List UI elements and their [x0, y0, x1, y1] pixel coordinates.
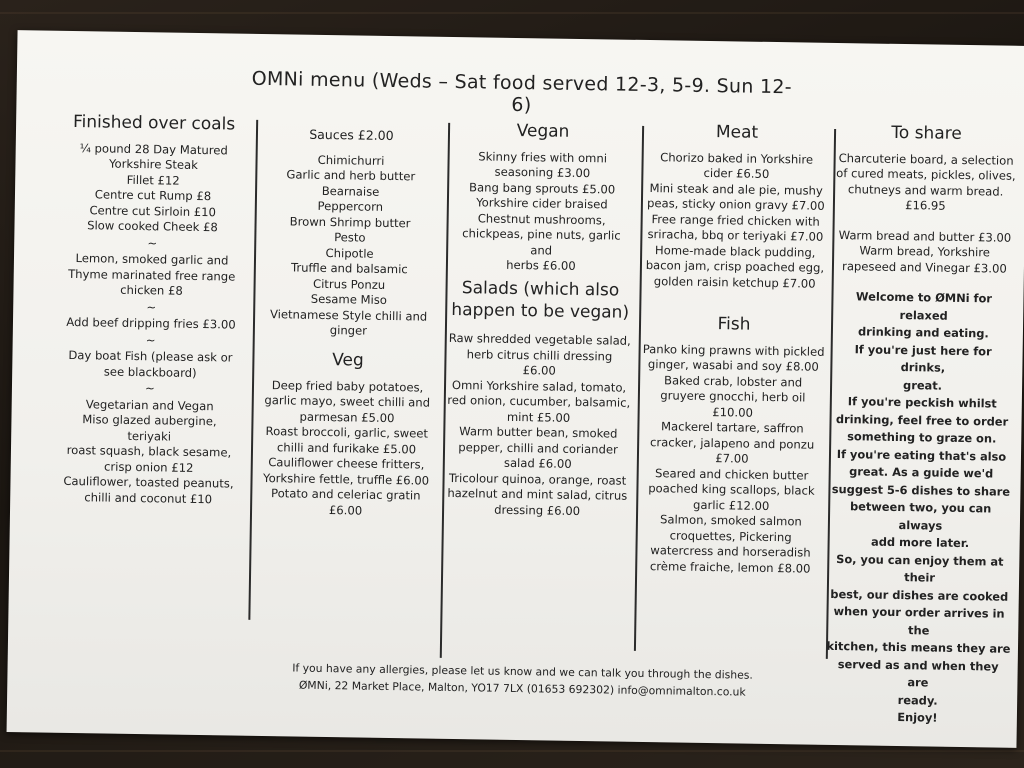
menu-line: of cured meats, pickles, olives,	[836, 165, 1016, 183]
welcome-line: Welcome to ØMNi for relaxed	[855, 289, 993, 323]
welcome-line: great.	[903, 377, 943, 393]
menu-line: Chorizo baked in Yorkshire	[660, 149, 814, 167]
menu-line: Chipotle	[325, 245, 374, 261]
menu-line: gruyere gnocchi, herb oil	[660, 388, 806, 405]
menu-line: bacon jam, crisp poached egg,	[645, 258, 825, 275]
menu-line: salad £6.00	[503, 455, 572, 471]
menu-line: £6.00	[522, 363, 556, 378]
menu-line: Miso glazed aubergine, teriyaki	[82, 412, 217, 444]
menu-line: Panko king prawns with pickled	[642, 341, 825, 359]
veg-heading: Veg	[331, 350, 364, 371]
welcome-line: If you're peckish whilst	[847, 394, 997, 411]
menu-line: Bang bang sprouts £5.00	[468, 179, 616, 197]
menu-line: Yorkshire fettle, truffle £6.00	[262, 470, 430, 488]
tilde-separator: ~	[146, 299, 157, 314]
menu-line: Warm bread and butter £3.00	[838, 227, 1012, 245]
menu-line: Omni Yorkshire salad, tomato,	[451, 377, 627, 395]
menu-line: Peppercorn	[317, 198, 384, 214]
menu-line: Mini steak and ale pie, mushy	[649, 180, 823, 198]
menu-line: Slow cooked Cheek £8	[87, 218, 218, 235]
menu-line: herbs £6.00	[506, 257, 576, 273]
sauces-items	[261, 151, 439, 340]
meat-heading: Meat	[715, 122, 759, 143]
coals-section	[58, 111, 244, 508]
menu-line: Chestnut mushrooms,	[477, 210, 606, 227]
menu-line: crème fraiche, lemon £8.00	[649, 558, 811, 576]
menu-line: Warm butter bean, smoked	[459, 424, 618, 441]
menu-line: chilli and coconut £10	[84, 489, 213, 506]
fish-heading: Fish	[717, 314, 751, 335]
column-divider	[248, 120, 258, 620]
sauces-section	[261, 126, 439, 340]
menu-line: hazelnut and mint salad, citrus	[447, 485, 628, 503]
menu-line: £6.00	[328, 502, 363, 518]
menu-line: Warm bread, Yorkshire	[859, 243, 991, 260]
veg-items	[258, 377, 435, 519]
menu-line: garlic mayo, sweet chilli and	[264, 393, 431, 410]
menu-line: Skinny fries with omni	[478, 148, 608, 165]
menu-line: Mackerel tartare, saffron	[660, 419, 804, 436]
menu-line: pepper, chilli and coriander	[458, 439, 618, 457]
menu-line: ¼ pound 28 Day Matured	[79, 140, 228, 157]
menu-line: Vegetarian and Vegan	[85, 396, 214, 413]
welcome-line: ready.	[897, 692, 938, 708]
veg-section	[258, 352, 436, 520]
menu-line: Garlic and herb butter	[286, 167, 416, 184]
fish-items	[639, 341, 825, 576]
welcome-line: So, you can enjoy them at their	[836, 551, 1004, 585]
share-section	[825, 122, 1019, 728]
menu-line: Add beef dripping fries £3.00	[66, 314, 236, 332]
menu-line: Seared and chicken butter	[654, 465, 809, 483]
welcome-line: best, our dishes are cooked	[830, 586, 1009, 604]
allergy-note: If you have any allergies, please let us know and we can talk you through the dishes.	[292, 661, 753, 682]
menu-line: crisp onion £12	[103, 459, 194, 475]
menu-line: Centre cut Sirloin £10	[89, 202, 217, 219]
tilde-separator: ~	[145, 332, 156, 347]
menu-line: Raw shredded vegetable salad,	[448, 330, 631, 348]
welcome-line: drinking and eating.	[857, 324, 989, 341]
menu-line: Brown Shrimp butter	[289, 213, 411, 230]
menu-line: Chimichurri	[317, 152, 385, 168]
menu-line: Yorkshire cider braised	[476, 195, 608, 212]
menu-line: Thyme marinated free range	[68, 266, 236, 284]
menu-line: Potato and celeriac gratin	[270, 486, 421, 503]
menu-line: see blackboard)	[103, 364, 197, 380]
salads-section	[442, 277, 636, 520]
menu-line: Citrus Ponzu	[312, 276, 386, 292]
menu-line: croquettes, Pickering	[669, 527, 792, 544]
menu-line: Charcuterie board, a selection	[838, 150, 1014, 168]
menu-line: cider £6.50	[703, 165, 770, 181]
salads-heading	[445, 277, 636, 324]
menu-line: Salmon, smoked salmon	[659, 512, 802, 529]
welcome-line: kitchen, this means they are	[826, 638, 1011, 656]
menu-line: red onion, cucumber, balsamic,	[447, 392, 631, 410]
welcome-line: suggest 5-6 dishes to share	[831, 481, 1011, 499]
menu-line: poached king scallops, black	[648, 481, 815, 498]
menu-line: Fillet £12	[126, 172, 180, 188]
menu-line: Baked crab, lobster and	[663, 372, 803, 389]
menu-line: £10.00	[712, 404, 754, 420]
share-items	[832, 150, 1019, 276]
menu-line: sriracha, bbq or teriyaki £7.00	[647, 227, 824, 244]
meat-items	[644, 149, 828, 291]
menu-line: Home-made black pudding,	[654, 242, 816, 260]
tilde-separator: ~	[147, 235, 158, 250]
sauces-heading: Sauces £2.00	[309, 126, 394, 144]
meat-section	[644, 124, 829, 292]
welcome-line: served as and when they are	[837, 656, 999, 690]
salads-items	[442, 331, 635, 520]
fish-section	[639, 316, 825, 577]
menu-line: dressing £6.00	[494, 502, 581, 518]
menu-paper	[7, 30, 1024, 748]
menu-title: OMNi menu (Weds – Sat food served 12-3, 5-9. Sun 12-6)	[251, 67, 793, 117]
vegan-section	[452, 120, 632, 275]
menu-line: chutneys and warm bread.	[847, 181, 1004, 199]
salads-heading-line2: happen to be vegan)	[451, 299, 630, 323]
menu-line: Lemon, smoked garlic and	[75, 251, 229, 268]
menu-line: roast squash, black sesame,	[66, 442, 232, 460]
welcome-line: when your order arrives in the	[833, 604, 1005, 638]
menu-line: Sesame Miso	[310, 291, 388, 307]
share-heading: To share	[891, 122, 962, 144]
menu-line: chicken £8	[120, 282, 183, 298]
menu-line: seasoning £3.00	[494, 164, 591, 181]
welcome-line: something to graze on.	[847, 429, 997, 446]
menu-line: Bearnaise	[321, 183, 380, 199]
menu-line: chickpeas, pine nuts, garlic and	[462, 226, 621, 258]
menu-line: watercress and horseradish	[650, 543, 811, 560]
menu-line: Tricolour quinoa, orange, roast	[448, 470, 627, 488]
vegan-heading: Vegan	[516, 120, 570, 142]
menu-line: Yorkshire Steak	[108, 156, 199, 172]
menu-line: ginger	[329, 323, 368, 338]
welcome-note	[825, 288, 1017, 728]
menu-line: Cauliflower cheese fritters,	[268, 455, 425, 472]
salads-heading-line1: Salads (which also	[461, 278, 620, 301]
menu-line: Pesto	[334, 230, 366, 245]
welcome-line: If you're just here for drinks,	[854, 341, 992, 375]
menu-line: chilli and furikake £5.00	[276, 439, 417, 456]
welcome-line: drinking, feel free to order	[835, 411, 1009, 429]
menu-line: Vietnamese Style chilli and	[269, 306, 428, 324]
tilde-separator: ~	[144, 381, 155, 396]
menu-line: £7.00	[715, 451, 749, 466]
welcome-line: If you're eating that's also	[836, 446, 1007, 464]
menu-line: cracker, jalapeno and ponzu	[649, 434, 815, 452]
menu-line: Day boat Fish (please ask or	[68, 347, 233, 365]
menu-line: garlic £12.00	[692, 497, 770, 513]
menu-line: golden raisin ketchup £7.00	[653, 273, 816, 291]
menu-line: herb citrus chilli dressing	[466, 346, 613, 363]
welcome-line: between two, you can always	[849, 499, 992, 533]
welcome-line: great. As a guide we'd	[849, 464, 994, 481]
welcome-line: Enjoy!	[897, 710, 938, 725]
coals-items	[58, 140, 244, 507]
menu-line: Free range fried chicken with	[651, 211, 820, 229]
coals-heading: Finished over coals	[72, 111, 236, 135]
address-line: ØMNi, 22 Market Place, Malton, YO17 7LX (01653 692302) info@omnimalton.co.uk	[298, 678, 746, 699]
menu-line: peas, sticky onion gravy £7.00	[646, 196, 825, 213]
menu-line: Deep fried baby potatoes,	[271, 377, 424, 395]
vegan-items	[452, 148, 632, 275]
menu-line: rapeseed and Vinegar £3.00	[842, 258, 1007, 276]
menu-line: mint £5.00	[506, 409, 571, 425]
menu-line: ginger, wasabi and soy £8.00	[647, 357, 819, 374]
footer	[237, 659, 807, 702]
menu-line: Roast broccoli, garlic, sweet	[265, 424, 429, 441]
welcome-line: add more later.	[871, 534, 970, 551]
menu-line: Truffle and balsamic	[290, 260, 408, 277]
menu-line: £16.95	[905, 198, 946, 213]
menu-line: Centre cut Rump £8	[94, 187, 212, 204]
menu-line: Cauliflower, toasted peanuts,	[63, 473, 234, 491]
menu-line: parmesan £5.00	[299, 409, 395, 425]
